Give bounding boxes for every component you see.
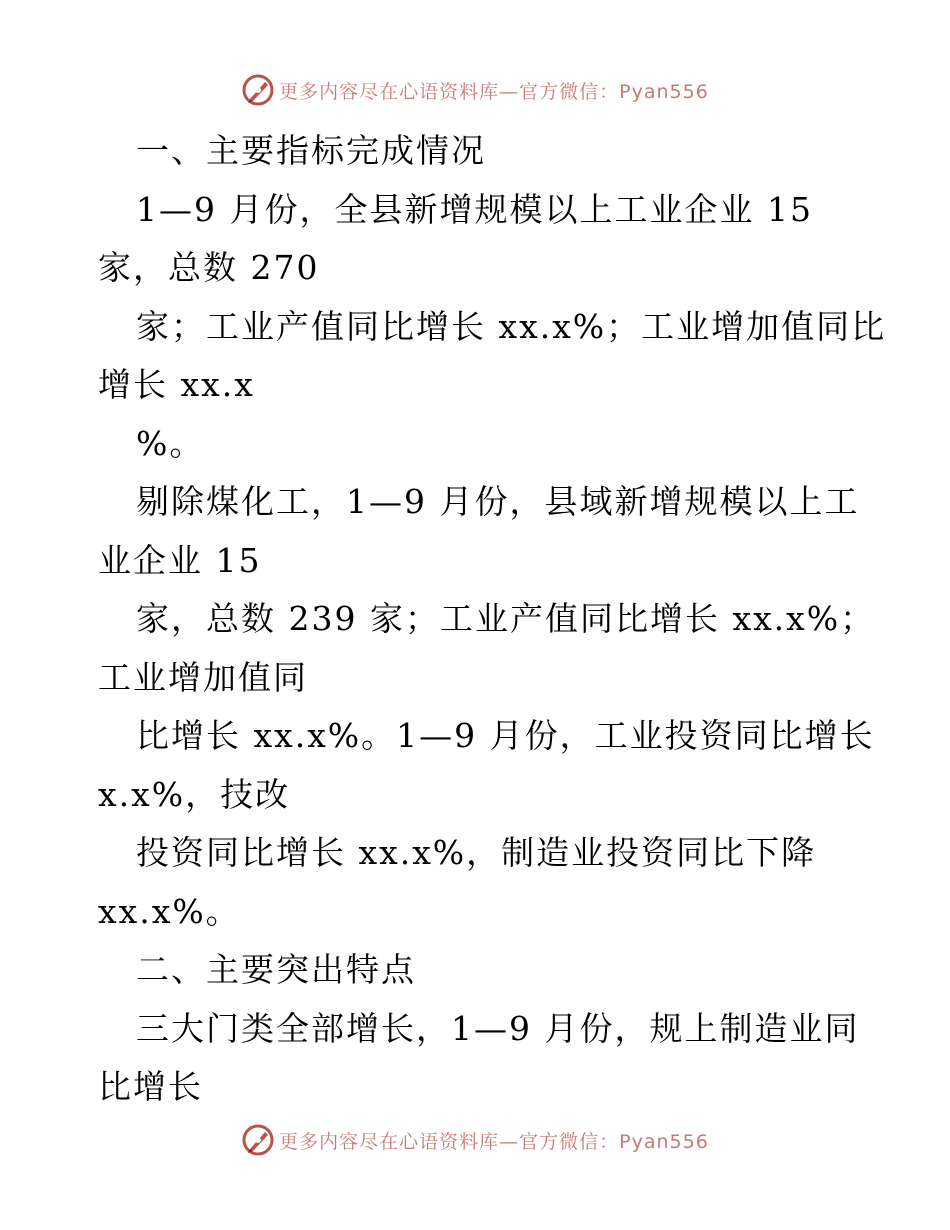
paragraph-line: 业企业 15 — [98, 540, 262, 580]
header-watermark — [0, 70, 950, 110]
paragraph-line: 比增长 xx.x%。1—9 月份，工业投资同比增长 — [136, 716, 875, 755]
pen-seal-icon — [241, 73, 275, 107]
paragraph-line: 比增长 — [98, 1067, 203, 1106]
paragraph-line: 增长 xx.x — [98, 365, 255, 404]
pen-seal-icon — [241, 1123, 275, 1157]
watermark-text: 更多内容尽在心语资料库—官方微信：Pyan556 — [279, 1130, 709, 1153]
paragraph-line: 三大门类全部增长，1—9 月份，规上制造业同 — [136, 1008, 860, 1048]
paragraph-line: 1—9 月份，全县新增规模以上工业企业 15 — [136, 189, 813, 229]
paragraph-line: xx.x%。 — [98, 891, 241, 931]
document-body — [98, 122, 887, 1117]
paragraph-line: 投资同比增长 xx.x%，制造业投资同比下降 — [136, 833, 817, 872]
paragraph-line: %。 — [136, 423, 205, 463]
section-heading: 一、主要指标完成情况 — [136, 131, 486, 170]
section-heading: 二、主要突出特点 — [136, 950, 416, 989]
paragraph-line: 家；工业产值同比增长 xx.x%；工业增加值同比 — [136, 306, 887, 346]
watermark-text: 更多内容尽在心语资料库—官方微信：Pyan556 — [279, 80, 709, 103]
footer-watermark — [0, 1120, 950, 1160]
paragraph-line: 家，总数 270 — [98, 248, 320, 287]
paragraph-line: 家，总数 239 家；工业产值同比增长 xx.x%； — [136, 599, 876, 638]
paragraph-line: 工业增加值同 — [98, 657, 308, 697]
paragraph-line: 剔除煤化工，1—9 月份，县域新增规模以上工 — [136, 482, 860, 521]
paragraph-line: x.x%，技改 — [98, 774, 291, 814]
